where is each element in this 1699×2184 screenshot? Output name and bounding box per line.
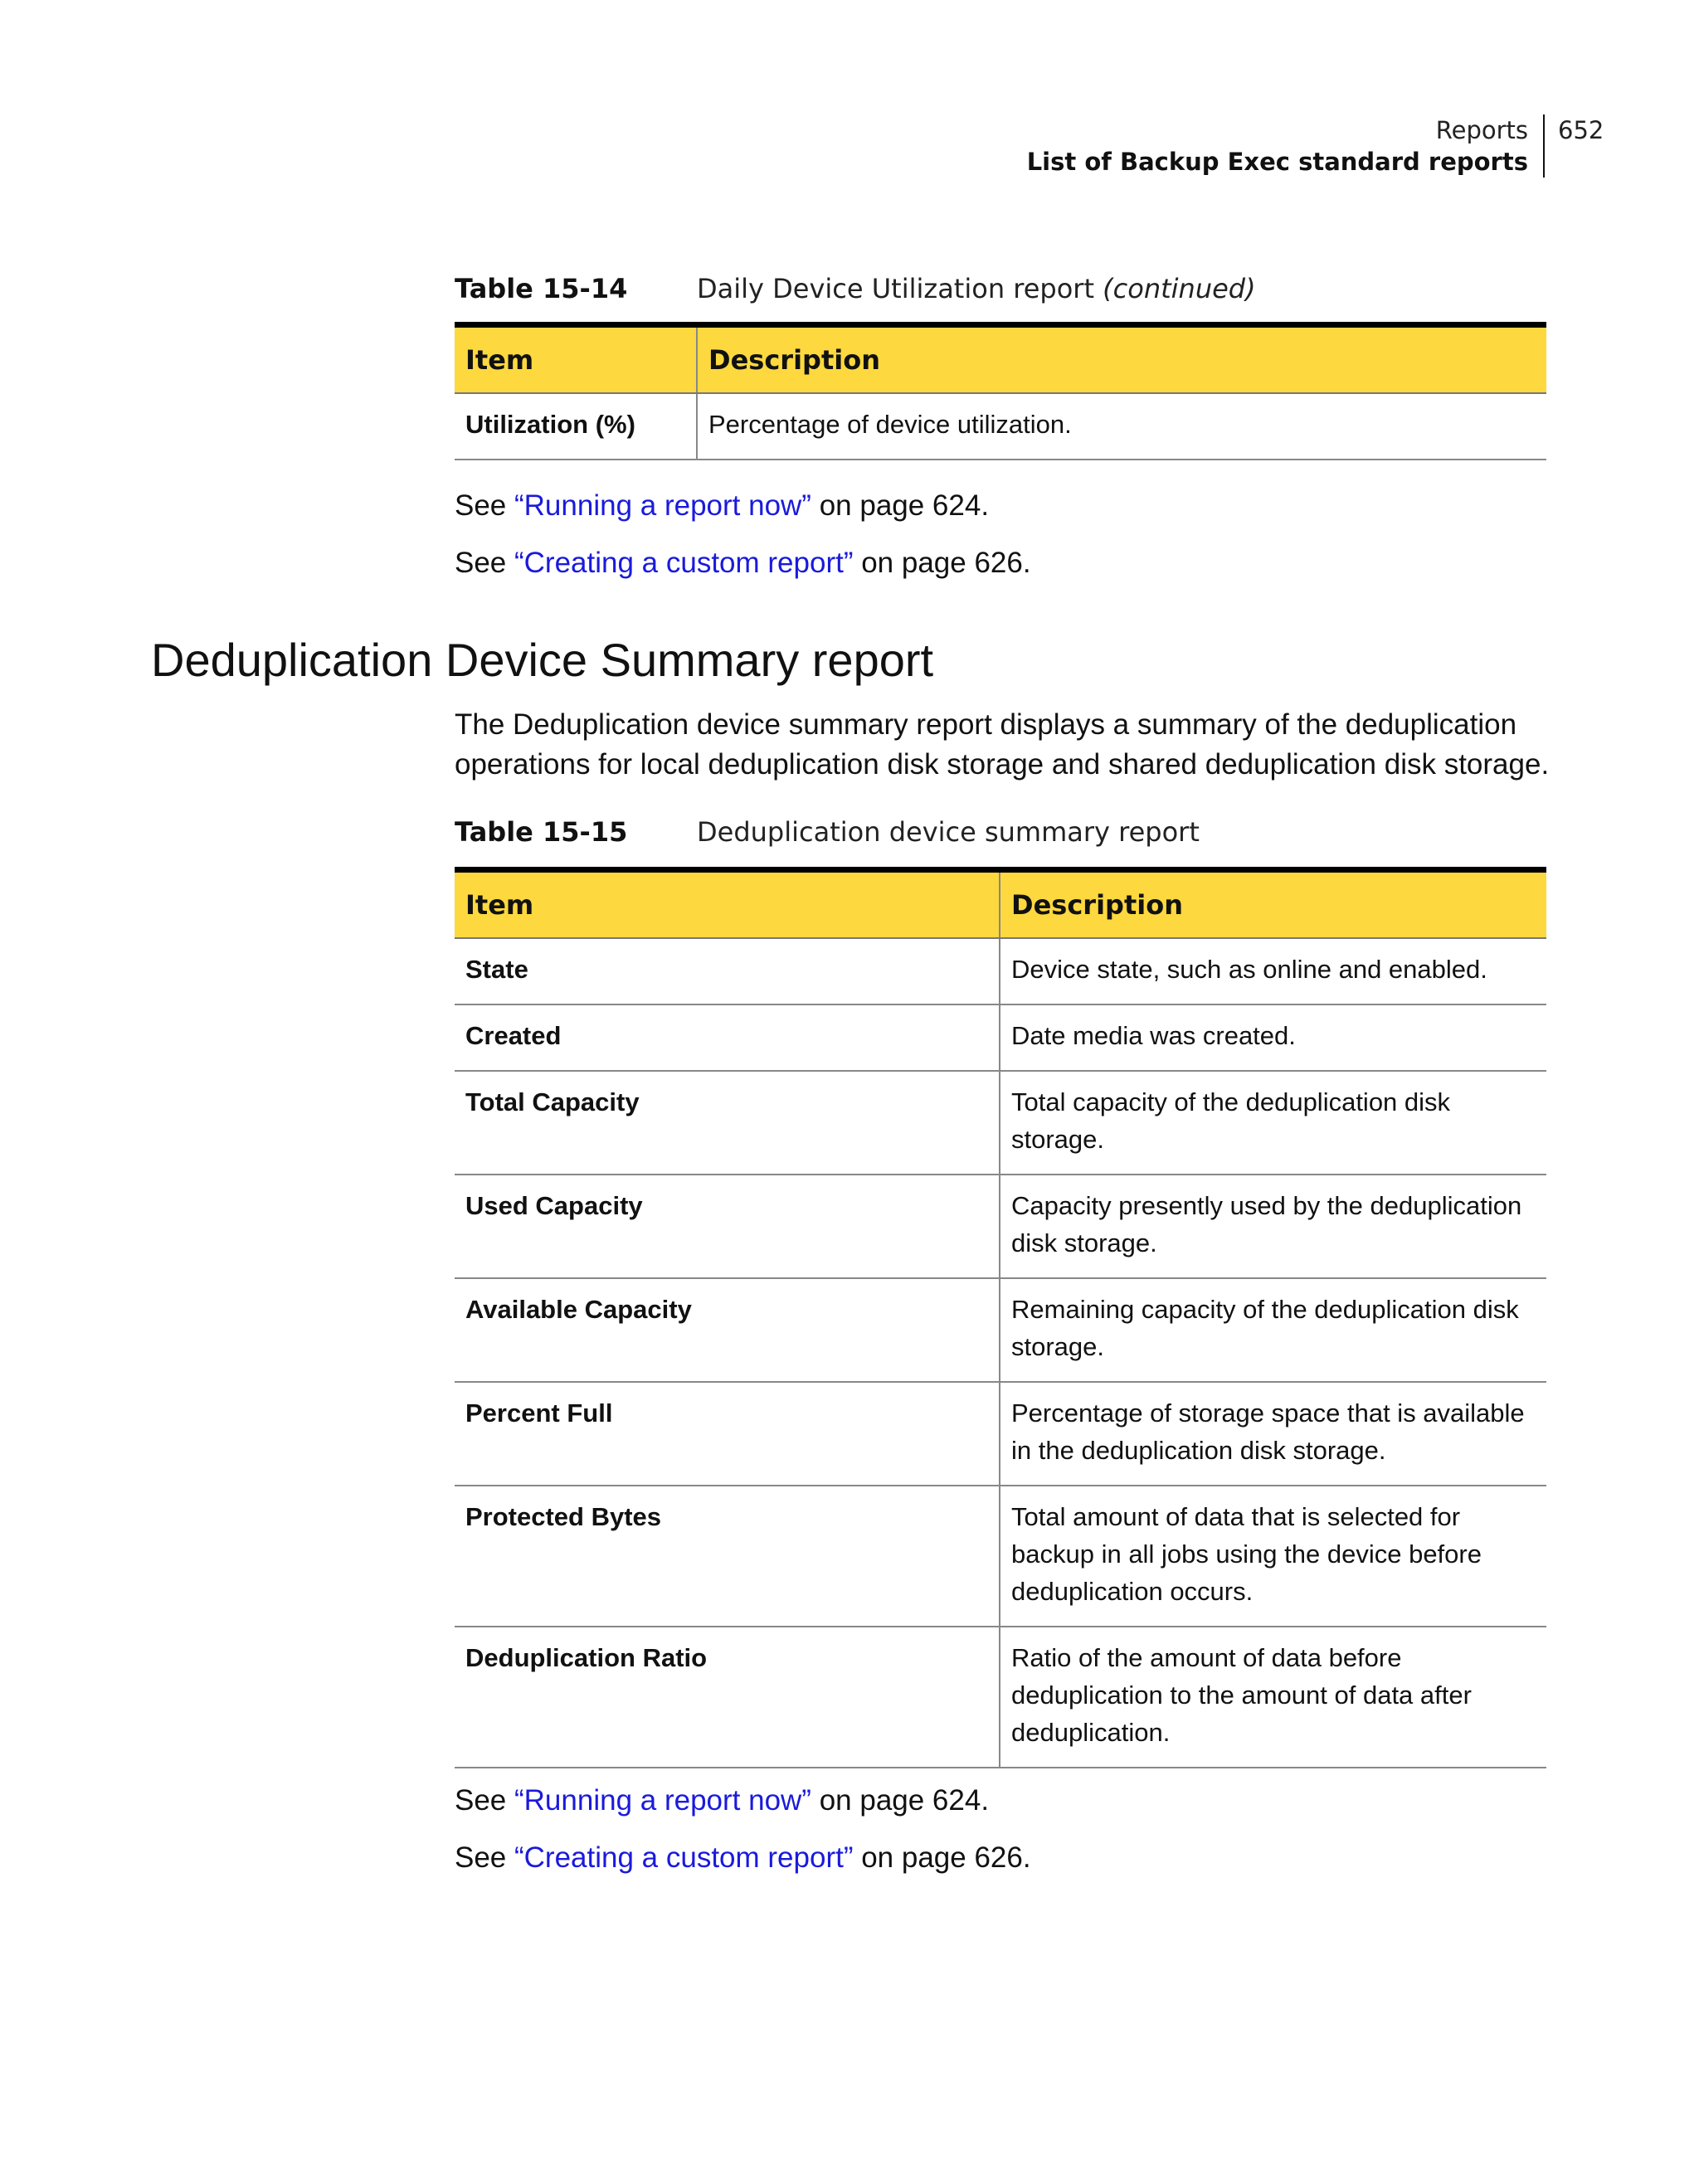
table-number: Table 15-14 [455,273,628,304]
dedup-summary-table [455,867,1546,1768]
row-description: Date media was created. [1000,1004,1546,1071]
column-header-item: Item [455,325,697,394]
running-report-link[interactable]: “Running a report now” [514,1784,811,1817]
see-also-line [455,488,989,524]
section-heading: Deduplication Device Summary report [151,634,934,686]
page-number: 652 [1558,116,1604,144]
running-report-link[interactable]: “Running a report now” [514,489,811,522]
see-suffix: on page 624. [811,1784,990,1817]
table-row [455,1278,1546,1382]
see-prefix: See [455,489,514,522]
row-item: State [455,938,1000,1004]
table-title: Deduplication device summary report [697,816,1200,848]
table-row [455,1627,1546,1768]
table-row [455,938,1546,1004]
custom-report-link[interactable]: “Creating a custom report” [514,1841,854,1874]
header-chapter: List of Backup Exec standard reports [1027,146,1545,178]
row-item: Created [455,1004,1000,1071]
see-suffix: on page 626. [853,1841,1031,1874]
running-header [1027,114,1545,178]
row-description: Percentage of storage space that is available in the deduplication disk storage. [1000,1382,1546,1486]
table-row [455,1071,1546,1175]
row-item: Deduplication Ratio [455,1627,1000,1768]
row-item: Utilization (%) [455,393,697,460]
utilization-table [455,322,1546,460]
see-also-line [455,1840,1031,1876]
row-description: Total amount of data that is selected for backup in all jobs using the device before deduplication occurs. [1000,1486,1546,1627]
see-prefix: See [455,547,514,579]
row-description: Capacity presently used by the deduplication disk storage. [1000,1175,1546,1278]
section-intro: The Deduplication device summary report displays a summary of the deduplication operations for local deduplication disk storage and shared deduplication disk storage. [455,708,1550,781]
table-header-row [455,870,1546,939]
row-item: Used Capacity [455,1175,1000,1278]
see-also-line [455,1783,989,1819]
row-description: Percentage of device utilization. [697,393,1546,460]
see-also-line [455,545,1031,581]
row-item: Available Capacity [455,1278,1000,1382]
row-description: Remaining capacity of the deduplication disk storage. [1000,1278,1546,1382]
column-header-description: Description [1000,870,1546,939]
row-description: Total capacity of the deduplication disk storage. [1000,1071,1546,1175]
table-caption [455,815,1200,849]
table-title-suffix: (continued) [1103,273,1256,304]
table-row [455,1486,1546,1627]
table-header-row [455,325,1546,394]
column-header-item: Item [455,870,1000,939]
table-row [455,1004,1546,1071]
row-description: Ratio of the amount of data before deduplication to the amount of data after deduplication. [1000,1627,1546,1768]
table-number: Table 15-15 [455,816,628,848]
see-prefix: See [455,1841,514,1874]
custom-report-link[interactable]: “Creating a custom report” [514,547,854,579]
table-title [697,273,1256,304]
header-section: Reports [1027,114,1545,146]
row-item: Protected Bytes [455,1486,1000,1627]
see-suffix: on page 624. [811,489,990,522]
table-caption [455,272,1256,305]
column-header-description: Description [697,325,1546,394]
row-item: Total Capacity [455,1071,1000,1175]
row-item: Percent Full [455,1382,1000,1486]
table-row [455,1382,1546,1486]
see-prefix: See [455,1784,514,1817]
see-suffix: on page 626. [853,547,1031,579]
row-description: Device state, such as online and enabled. [1000,938,1546,1004]
table-row [455,393,1546,460]
table-title-text: Daily Device Utilization report [697,273,1094,304]
table-row [455,1175,1546,1278]
